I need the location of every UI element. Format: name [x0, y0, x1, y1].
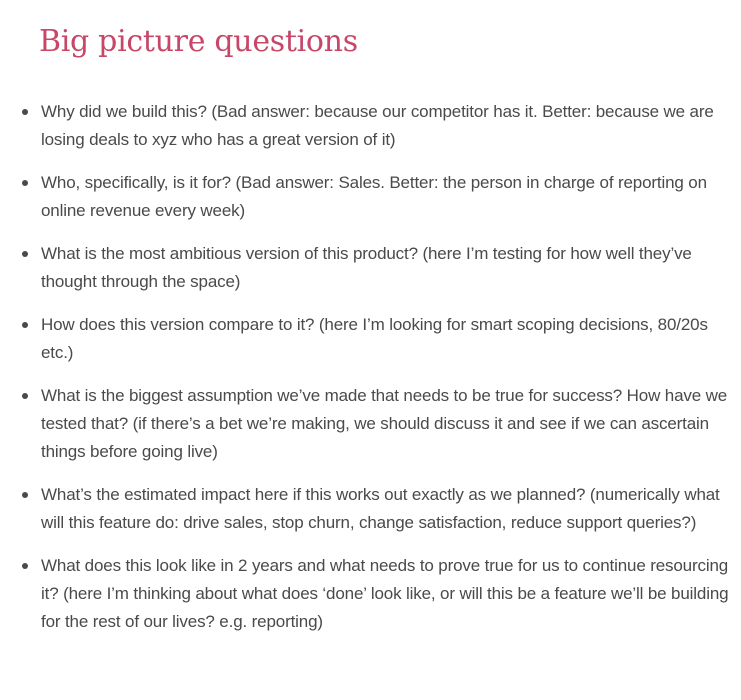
- list-item: [0, 98, 741, 154]
- bullet-icon: [22, 322, 28, 328]
- bullet-icon: [22, 492, 28, 498]
- bullet-icon: [22, 251, 28, 257]
- list-item: [0, 382, 741, 466]
- question-text: How does this version compare to it? (here I’m looking for smart scoping decisions, 80/20s etc.): [41, 315, 708, 362]
- question-text: What’s the estimated impact here if this works out exactly as we planned? (numerically what will this feature do: drive sales, stop churn, change satisfaction, reduce support queries?): [41, 485, 720, 532]
- bullet-icon: [22, 109, 28, 115]
- question-text: What is the most ambitious version of this product? (here I’m testing for how well they’ve thought through the space): [41, 244, 692, 291]
- list-item: [0, 481, 741, 537]
- question-text: Who, specifically, is it for? (Bad answer: Sales. Better: the person in charge of reporting on online revenue every week): [41, 173, 707, 220]
- list-item: [0, 240, 741, 296]
- bullet-icon: [22, 393, 28, 399]
- bullet-icon: [22, 180, 28, 186]
- list-item: [0, 552, 741, 636]
- bullet-icon: [22, 563, 28, 569]
- list-item: [0, 311, 741, 367]
- section-heading: Big picture questions: [39, 24, 358, 59]
- list-item: [0, 169, 741, 225]
- question-text: Why did we build this? (Bad answer: because our competitor has it. Better: because we are losing deals to xyz who has a great version of it): [41, 102, 714, 149]
- question-list: [0, 98, 741, 636]
- question-text: What is the biggest assumption we’ve made that needs to be true for success? How have we tested that? (if there’s a bet we’re making, we should discuss it and see if we can ascertain things before going live): [41, 386, 728, 461]
- question-text: What does this look like in 2 years and what needs to prove true for us to continue resourcing it? (here I’m thinking about what does ‘done’ look like, or will this be a feature we’ll be building for the rest of our lives? e.g. reporting): [41, 556, 729, 631]
